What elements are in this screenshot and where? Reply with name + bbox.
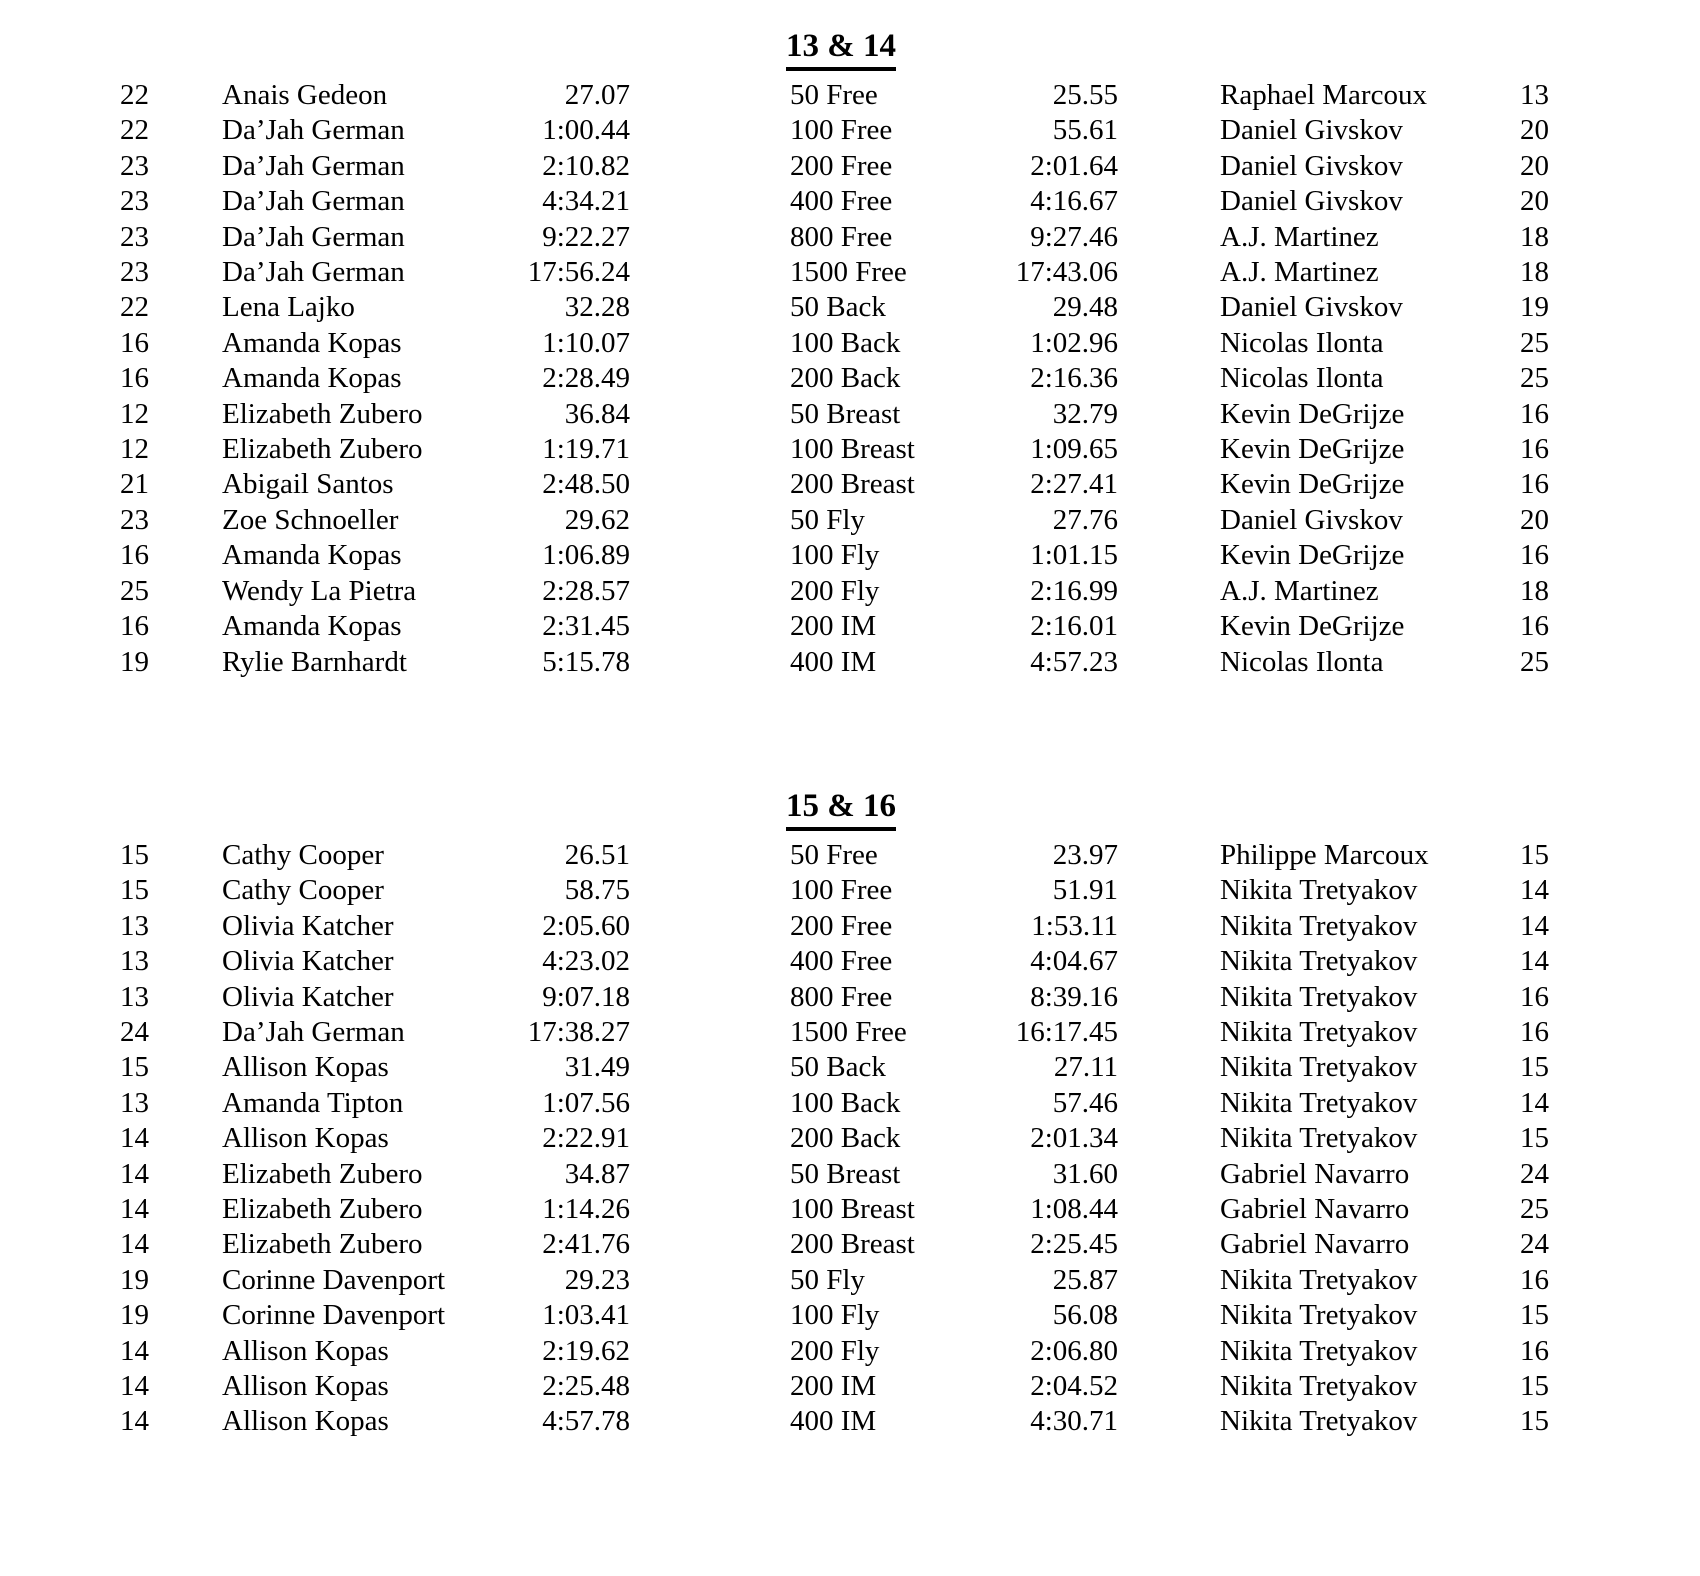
age-group-section-15-16 xyxy=(0,786,1700,1440)
boy-record-number: 18 xyxy=(1520,574,1549,607)
boy-record-number: 19 xyxy=(1520,291,1549,324)
boy-record-time: 17:43.06 xyxy=(1015,256,1118,289)
boy-record-number: 16 xyxy=(1520,1015,1549,1048)
girl-record-time: 2:19.62 xyxy=(542,1334,630,1367)
girl-record-number: 22 xyxy=(120,79,149,111)
girl-record-time: 1:00.44 xyxy=(542,114,630,147)
boy-record-time: 8:39.16 xyxy=(1030,980,1118,1013)
record-row xyxy=(0,574,1700,609)
age-group-section-13-14 xyxy=(0,26,1700,680)
girl-record-time: 9:22.27 xyxy=(542,220,630,253)
record-row xyxy=(0,873,1700,908)
girl-record-holder: Amanda Tipton xyxy=(222,1086,404,1119)
girl-record-time: 17:38.27 xyxy=(527,1015,630,1048)
event-name: 100 Free xyxy=(790,114,893,147)
event-name: 50 Back xyxy=(790,291,886,324)
boy-record-holder: Nicolas Ilonta xyxy=(1220,645,1384,678)
girl-record-holder: Amanda Kopas xyxy=(222,326,402,359)
event-name: 1500 Free xyxy=(790,1015,907,1048)
girl-record-holder: Da’Jah German xyxy=(222,114,405,147)
event-name: 200 Breast xyxy=(790,468,915,501)
girl-record-number: 14 xyxy=(120,1122,149,1155)
girl-record-number: 19 xyxy=(120,1263,149,1296)
girl-record-time: 9:07.18 xyxy=(542,980,630,1013)
event-name: 50 Breast xyxy=(790,397,901,430)
event-name: 100 Back xyxy=(790,326,901,359)
boy-record-number: 25 xyxy=(1520,645,1549,678)
boy-record-time: 2:27.41 xyxy=(1030,468,1118,501)
boy-record-holder: Kevin DeGrijze xyxy=(1220,610,1405,643)
girl-record-number: 15 xyxy=(120,1051,149,1084)
girl-record-number: 23 xyxy=(120,503,149,536)
boy-record-number: 20 xyxy=(1520,185,1549,218)
boy-record-time: 4:16.67 xyxy=(1030,185,1118,218)
girl-record-time: 29.62 xyxy=(564,503,630,536)
records-table-15-16 xyxy=(0,838,1700,1440)
boy-record-time: 2:16.36 xyxy=(1030,362,1118,395)
record-row xyxy=(0,909,1700,944)
record-row xyxy=(0,1015,1700,1050)
girl-record-holder: Zoe Schnoeller xyxy=(222,503,399,536)
girl-record-number: 13 xyxy=(120,1086,149,1119)
girl-record-number: 13 xyxy=(120,945,149,978)
boy-record-number: 15 xyxy=(1520,1051,1549,1084)
girl-record-number: 16 xyxy=(120,362,149,395)
boy-record-time: 4:04.67 xyxy=(1030,945,1118,978)
girl-record-time: 29.23 xyxy=(564,1263,630,1296)
boy-record-holder: Gabriel Navarro xyxy=(1220,1228,1410,1261)
girl-record-number: 23 xyxy=(120,220,149,253)
girl-record-number: 23 xyxy=(120,149,149,182)
record-row xyxy=(0,78,1700,113)
girl-record-time: 2:48.50 xyxy=(542,468,630,501)
boy-record-number: 16 xyxy=(1520,980,1549,1013)
boy-record-holder: Nikita Tretyakov xyxy=(1220,980,1418,1013)
record-row xyxy=(0,1157,1700,1192)
girl-record-time: 2:28.57 xyxy=(542,574,630,607)
boy-record-number: 20 xyxy=(1520,149,1549,182)
event-name: 200 Free xyxy=(790,149,893,182)
girl-record-number: 14 xyxy=(120,1228,149,1261)
girl-record-holder: Corinne Davenport xyxy=(222,1263,446,1296)
event-name: 200 Free xyxy=(790,909,893,942)
girl-record-time: 1:19.71 xyxy=(542,433,630,466)
event-name: 200 Breast xyxy=(790,1228,915,1261)
record-row xyxy=(0,1369,1700,1404)
boy-record-holder: Gabriel Navarro xyxy=(1220,1157,1410,1190)
boy-record-holder: Nikita Tretyakov xyxy=(1220,1405,1418,1438)
girl-record-time: 1:10.07 xyxy=(542,326,630,359)
section-title-text: 15 & 16 xyxy=(786,786,896,831)
boy-record-number: 14 xyxy=(1520,909,1549,942)
record-row xyxy=(0,1086,1700,1121)
record-row xyxy=(0,645,1700,680)
event-name: 100 Fly xyxy=(790,1299,880,1332)
girl-record-holder: Allison Kopas xyxy=(222,1405,389,1438)
event-name: 400 Free xyxy=(790,185,893,218)
record-row xyxy=(0,255,1700,290)
girl-record-holder: Olivia Katcher xyxy=(222,909,394,942)
event-name: 400 IM xyxy=(790,1405,877,1438)
boy-record-number: 25 xyxy=(1520,362,1549,395)
section-title-15-16 xyxy=(786,786,1700,831)
girl-record-number: 13 xyxy=(120,980,149,1013)
girl-record-holder: Amanda Kopas xyxy=(222,539,402,572)
boy-record-holder: Kevin DeGrijze xyxy=(1220,539,1405,572)
girl-record-holder: Da’Jah German xyxy=(222,1015,405,1048)
record-row xyxy=(0,361,1700,396)
girl-record-holder: Da’Jah German xyxy=(222,149,405,182)
girl-record-holder: Corinne Davenport xyxy=(222,1299,446,1332)
girl-record-number: 19 xyxy=(120,645,149,678)
boy-record-holder: Daniel Givskov xyxy=(1220,185,1403,218)
event-name: 200 IM xyxy=(790,1370,877,1402)
record-row xyxy=(0,980,1700,1015)
records-table-13-14 xyxy=(0,78,1700,680)
record-row xyxy=(0,1192,1700,1227)
girl-record-holder: Elizabeth Zubero xyxy=(222,1157,423,1190)
girl-record-time: 32.28 xyxy=(564,291,630,324)
girl-record-number: 25 xyxy=(120,574,149,607)
event-name: 400 IM xyxy=(790,645,877,678)
event-name: 50 Free xyxy=(790,79,878,111)
boy-record-time: 1:08.44 xyxy=(1030,1192,1118,1225)
boy-record-holder: Raphael Marcoux xyxy=(1220,79,1427,111)
girl-record-holder: Allison Kopas xyxy=(222,1370,389,1402)
girl-record-time: 2:10.82 xyxy=(542,149,630,182)
boy-record-number: 16 xyxy=(1520,433,1549,466)
boy-record-time: 32.79 xyxy=(1052,397,1118,430)
girl-record-time: 27.07 xyxy=(564,79,630,111)
event-name: 50 Breast xyxy=(790,1157,901,1190)
boy-record-number: 15 xyxy=(1520,838,1549,871)
record-row xyxy=(0,220,1700,255)
event-name: 200 Fly xyxy=(790,574,880,607)
boy-record-holder: Nikita Tretyakov xyxy=(1220,909,1418,942)
girl-record-holder: Anais Gedeon xyxy=(222,79,388,111)
event-name: 800 Free xyxy=(790,980,893,1013)
section-title-text: 13 & 14 xyxy=(786,26,896,71)
girl-record-number: 15 xyxy=(120,838,149,871)
boy-record-number: 18 xyxy=(1520,220,1549,253)
record-row xyxy=(0,609,1700,644)
boy-record-number: 24 xyxy=(1520,1157,1549,1190)
girl-record-number: 22 xyxy=(120,114,149,147)
boy-record-holder: Daniel Givskov xyxy=(1220,291,1403,324)
girl-record-number: 14 xyxy=(120,1370,149,1402)
girl-record-time: 2:31.45 xyxy=(542,610,630,643)
girl-record-number: 14 xyxy=(120,1157,149,1190)
girl-record-time: 34.87 xyxy=(564,1157,630,1190)
boy-record-number: 14 xyxy=(1520,874,1549,907)
boy-record-number: 24 xyxy=(1520,1228,1549,1261)
record-row xyxy=(0,149,1700,184)
girl-record-holder: Amanda Kopas xyxy=(222,610,402,643)
boy-record-holder: Gabriel Navarro xyxy=(1220,1192,1410,1225)
record-row xyxy=(0,838,1700,873)
event-name: 200 IM xyxy=(790,610,877,643)
event-name: 800 Free xyxy=(790,220,893,253)
record-row xyxy=(0,1404,1700,1439)
boy-record-time: 1:01.15 xyxy=(1030,539,1118,572)
record-row xyxy=(0,467,1700,502)
girl-record-number: 16 xyxy=(120,539,149,572)
boy-record-holder: A.J. Martinez xyxy=(1220,220,1379,253)
girl-record-number: 12 xyxy=(120,433,149,466)
event-name: 100 Free xyxy=(790,874,893,907)
girl-record-number: 21 xyxy=(120,468,149,501)
girl-record-time: 1:14.26 xyxy=(542,1192,630,1225)
event-name: 100 Breast xyxy=(790,433,915,466)
boy-record-time: 2:01.64 xyxy=(1030,149,1118,182)
record-row xyxy=(0,326,1700,361)
girl-record-holder: Rylie Barnhardt xyxy=(222,645,407,678)
girl-record-number: 22 xyxy=(120,291,149,324)
record-row xyxy=(0,538,1700,573)
girl-record-time: 5:15.78 xyxy=(542,645,630,678)
boy-record-time: 57.46 xyxy=(1052,1086,1118,1119)
boy-record-time: 25.87 xyxy=(1052,1263,1118,1296)
record-row xyxy=(0,1050,1700,1085)
girl-record-time: 4:57.78 xyxy=(542,1405,630,1438)
event-name: 200 Back xyxy=(790,362,901,395)
girl-record-holder: Elizabeth Zubero xyxy=(222,397,423,430)
boy-record-holder: Nikita Tretyakov xyxy=(1220,1299,1418,1332)
event-name: 50 Back xyxy=(790,1051,886,1084)
boy-record-number: 20 xyxy=(1520,503,1549,536)
girl-record-time: 2:25.48 xyxy=(542,1370,630,1402)
girl-record-number: 13 xyxy=(120,909,149,942)
boy-record-time: 25.55 xyxy=(1052,79,1118,111)
event-name: 400 Free xyxy=(790,945,893,978)
boy-record-holder: Nikita Tretyakov xyxy=(1220,1263,1418,1296)
boy-record-time: 1:02.96 xyxy=(1030,326,1118,359)
boy-record-holder: Nikita Tretyakov xyxy=(1220,1086,1418,1119)
boy-record-holder: Daniel Givskov xyxy=(1220,114,1403,147)
boy-record-time: 2:06.80 xyxy=(1030,1334,1118,1367)
boy-record-number: 15 xyxy=(1520,1405,1549,1438)
girl-record-holder: Elizabeth Zubero xyxy=(222,1228,423,1261)
girl-record-time: 31.49 xyxy=(564,1051,630,1084)
girl-record-holder: Wendy La Pietra xyxy=(222,574,417,607)
girl-record-holder: Da’Jah German xyxy=(222,185,405,218)
girl-record-holder: Olivia Katcher xyxy=(222,945,394,978)
girl-record-time: 17:56.24 xyxy=(527,256,630,289)
event-name: 200 Back xyxy=(790,1122,901,1155)
boy-record-number: 18 xyxy=(1520,256,1549,289)
girl-record-number: 14 xyxy=(120,1405,149,1438)
record-row xyxy=(0,1263,1700,1298)
record-row xyxy=(0,944,1700,979)
boy-record-holder: Nikita Tretyakov xyxy=(1220,1334,1418,1367)
boy-record-number: 14 xyxy=(1520,1086,1549,1119)
girl-record-holder: Allison Kopas xyxy=(222,1122,389,1155)
boy-record-number: 13 xyxy=(1520,79,1549,111)
boy-record-number: 25 xyxy=(1520,326,1549,359)
event-name: 50 Fly xyxy=(790,503,865,536)
event-name: 100 Fly xyxy=(790,539,880,572)
boy-record-time: 2:16.01 xyxy=(1030,610,1118,643)
boy-record-time: 4:57.23 xyxy=(1030,645,1118,678)
boy-record-time: 2:25.45 xyxy=(1030,1228,1118,1261)
boy-record-holder: Daniel Givskov xyxy=(1220,149,1403,182)
record-row xyxy=(0,1334,1700,1369)
girl-record-number: 12 xyxy=(120,397,149,430)
boy-record-number: 15 xyxy=(1520,1122,1549,1155)
girl-record-time: 1:06.89 xyxy=(542,539,630,572)
boy-record-holder: Nikita Tretyakov xyxy=(1220,1051,1418,1084)
girl-record-time: 2:05.60 xyxy=(542,909,630,942)
boy-record-number: 20 xyxy=(1520,114,1549,147)
boy-record-number: 15 xyxy=(1520,1370,1549,1402)
girl-record-time: 1:07.56 xyxy=(542,1086,630,1119)
girl-record-number: 14 xyxy=(120,1192,149,1225)
boy-record-time: 23.97 xyxy=(1052,838,1118,871)
girl-record-holder: Cathy Cooper xyxy=(222,838,384,871)
boy-record-time: 27.11 xyxy=(1053,1051,1118,1084)
boy-record-holder: Nikita Tretyakov xyxy=(1220,1370,1418,1402)
girl-record-number: 23 xyxy=(120,256,149,289)
girl-record-time: 2:41.76 xyxy=(542,1228,630,1261)
boy-record-number: 16 xyxy=(1520,610,1549,643)
boy-record-holder: Kevin DeGrijze xyxy=(1220,397,1405,430)
girl-record-time: 36.84 xyxy=(564,397,630,430)
girl-record-holder: Amanda Kopas xyxy=(222,362,402,395)
record-row xyxy=(0,1121,1700,1156)
boy-record-time: 51.91 xyxy=(1052,874,1118,907)
girl-record-number: 16 xyxy=(120,326,149,359)
boy-record-holder: Nikita Tretyakov xyxy=(1220,874,1418,907)
boy-record-time: 27.76 xyxy=(1052,503,1118,536)
event-name: 100 Back xyxy=(790,1086,901,1119)
girl-record-number: 16 xyxy=(120,610,149,643)
girl-record-holder: Allison Kopas xyxy=(222,1051,389,1084)
boy-record-time: 2:16.99 xyxy=(1030,574,1118,607)
boy-record-number: 16 xyxy=(1520,1263,1549,1296)
event-name: 1500 Free xyxy=(790,256,907,289)
girl-record-holder: Elizabeth Zubero xyxy=(222,433,423,466)
event-name: 200 Fly xyxy=(790,1334,880,1367)
boy-record-holder: Nicolas Ilonta xyxy=(1220,326,1384,359)
girl-record-holder: Elizabeth Zubero xyxy=(222,1192,423,1225)
boy-record-time: 2:04.52 xyxy=(1030,1370,1118,1402)
record-row xyxy=(0,184,1700,219)
girl-record-number: 24 xyxy=(120,1015,149,1048)
girl-record-time: 2:22.91 xyxy=(542,1122,630,1155)
girl-record-holder: Lena Lajko xyxy=(222,291,355,324)
boy-record-holder: A.J. Martinez xyxy=(1220,256,1379,289)
girl-record-number: 19 xyxy=(120,1299,149,1332)
record-row xyxy=(0,397,1700,432)
record-row xyxy=(0,432,1700,467)
girl-record-holder: Cathy Cooper xyxy=(222,874,384,907)
boy-record-number: 14 xyxy=(1520,945,1549,978)
boy-record-time: 29.48 xyxy=(1052,291,1118,324)
boy-record-holder: Nikita Tretyakov xyxy=(1220,1015,1418,1048)
girl-record-holder: Olivia Katcher xyxy=(222,980,394,1013)
boy-record-time: 2:01.34 xyxy=(1030,1122,1118,1155)
boy-record-holder: Daniel Givskov xyxy=(1220,503,1403,536)
boy-record-time: 1:53.11 xyxy=(1031,909,1118,942)
girl-record-time: 2:28.49 xyxy=(542,362,630,395)
record-row xyxy=(0,503,1700,538)
boy-record-time: 56.08 xyxy=(1052,1299,1118,1332)
girl-record-time: 58.75 xyxy=(564,874,630,907)
event-name: 100 Breast xyxy=(790,1192,915,1225)
girl-record-time: 1:03.41 xyxy=(542,1299,630,1332)
girl-record-time: 4:34.21 xyxy=(542,185,630,218)
boy-record-time: 1:09.65 xyxy=(1030,433,1118,466)
boy-record-number: 25 xyxy=(1520,1192,1549,1225)
girl-record-holder: Allison Kopas xyxy=(222,1334,389,1367)
boy-record-number: 16 xyxy=(1520,468,1549,501)
event-name: 50 Fly xyxy=(790,1263,865,1296)
boy-record-time: 55.61 xyxy=(1052,114,1118,147)
boy-record-holder: Kevin DeGrijze xyxy=(1220,468,1405,501)
girl-record-time: 26.51 xyxy=(564,838,630,871)
girl-record-holder: Da’Jah German xyxy=(222,256,405,289)
boy-record-time: 31.60 xyxy=(1052,1157,1118,1190)
boy-record-holder: A.J. Martinez xyxy=(1220,574,1379,607)
record-row xyxy=(0,290,1700,325)
girl-record-number: 23 xyxy=(120,185,149,218)
boy-record-number: 16 xyxy=(1520,539,1549,572)
boy-record-number: 16 xyxy=(1520,1334,1549,1367)
boy-record-holder: Nikita Tretyakov xyxy=(1220,945,1418,978)
girl-record-number: 14 xyxy=(120,1334,149,1367)
record-row xyxy=(0,1298,1700,1333)
boy-record-holder: Nikita Tretyakov xyxy=(1220,1122,1418,1155)
boy-record-holder: Kevin DeGrijze xyxy=(1220,433,1405,466)
boy-record-holder: Nicolas Ilonta xyxy=(1220,362,1384,395)
boy-record-time: 16:17.45 xyxy=(1015,1015,1118,1048)
record-row xyxy=(0,113,1700,148)
event-name: 50 Free xyxy=(790,838,878,871)
boy-record-time: 9:27.46 xyxy=(1030,220,1118,253)
girl-record-holder: Da’Jah German xyxy=(222,220,405,253)
boy-record-holder: Philippe Marcoux xyxy=(1220,838,1429,871)
girl-record-holder: Abigail Santos xyxy=(222,468,394,501)
record-row xyxy=(0,1227,1700,1262)
girl-record-time: 4:23.02 xyxy=(542,945,630,978)
section-title-13-14 xyxy=(786,26,1700,71)
boy-record-number: 16 xyxy=(1520,397,1549,430)
boy-record-number: 15 xyxy=(1520,1299,1549,1332)
girl-record-number: 15 xyxy=(120,874,149,907)
boy-record-time: 4:30.71 xyxy=(1030,1405,1118,1438)
